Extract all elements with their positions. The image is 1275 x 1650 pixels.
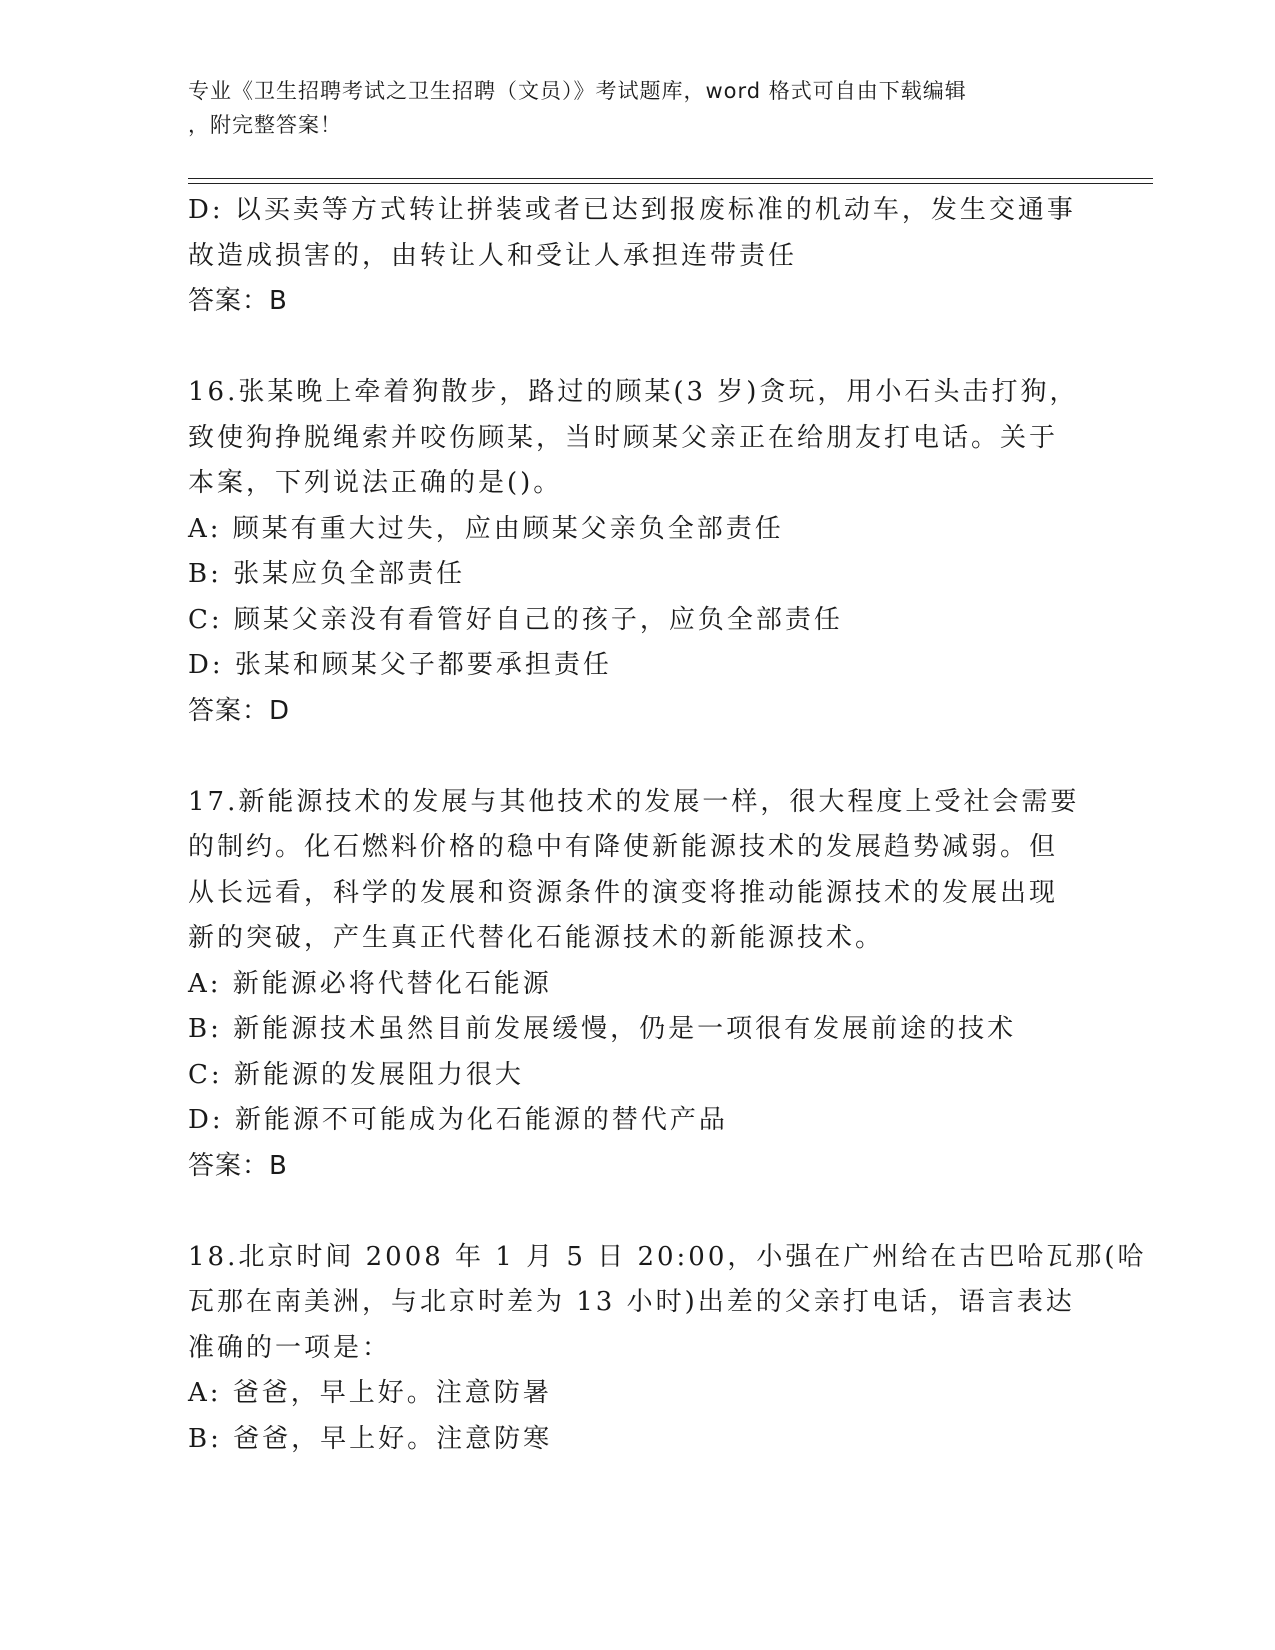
header-line-2: ，附完整答案！: [188, 113, 342, 137]
question-18: [188, 1235, 1147, 1463]
q15-option-d-line-1: D: 以买卖等方式转让拼装或者已达到报废标准的机动车，发生交通事: [188, 195, 1076, 225]
q15-option-d-line-2: 故造成损害的，由转让人和受让人承担连带责任: [188, 240, 798, 271]
q15-answer: 答案：B: [188, 286, 288, 316]
q16-stem-line-3: 本案，下列说法正确的是()。: [188, 468, 563, 498]
q17-option-b: B: 新能源技术虽然目前发展缓慢，仍是一项很有发展前途的技术: [188, 1014, 1017, 1044]
question-16: [188, 370, 1088, 734]
q18-stem-line-3: 准确的一项是：: [188, 1332, 392, 1363]
spacer: [188, 325, 1088, 371]
q18-stem-line-1: 18.北京时间 2008 年 1 月 5 日 20:00，小强在广州给在古巴哈瓦那(哈: [188, 1241, 1147, 1272]
q18-stem-line-2: 瓦那在南美洲，与北京时差为 13 小时)出差的父亲打电话，语言表达: [188, 1287, 1075, 1317]
spacer: [188, 734, 1088, 780]
header-divider-bottom: [188, 183, 1153, 184]
q17-stem-line-3: 从长远看，科学的发展和资源条件的演变将推动能源技术的发展出现: [188, 877, 1059, 908]
q17-stem-line-4: 新的突破，产生真正代替化石能源技术的新能源技术。: [188, 923, 885, 953]
q16-answer: 答案：D: [188, 695, 291, 726]
question-17: [188, 780, 1088, 1190]
q18-option-a: A: 爸爸，早上好。注意防暑: [188, 1378, 552, 1408]
question-15-tail: [188, 188, 1088, 325]
q17-option-d: D: 新能源不可能成为化石能源的替代产品: [188, 1105, 728, 1135]
document-body: [188, 188, 1147, 1462]
q18-option-b: B: 爸爸，早上好。注意防寒: [188, 1423, 553, 1454]
q17-stem-line-2: 的制约。化石燃料价格的稳中有降使新能源技术的发展趋势减弱。但: [188, 832, 1059, 862]
q16-option-c: C: 顾某父亲没有看管好自己的孩子，应负全部责任: [188, 604, 843, 635]
q17-stem-line-1: 17.新能源技术的发展与其他技术的发展一样，很大程度上受社会需要: [188, 786, 1080, 817]
q16-stem-line-2: 致使狗挣脱绳索并咬伤顾某，当时顾某父亲正在给朋友打电话。关于: [188, 422, 1059, 453]
q16-option-b: B: 张某应负全部责任: [188, 559, 466, 589]
header-line-1: 专业《卫生招聘考试之卫生招聘（文员）》考试题库，word 格式可自由下载编辑: [188, 79, 967, 103]
q16-stem-line-1: 16.张某晚上牵着狗散步，路过的顾某(3 岁)贪玩，用小石头击打狗，: [188, 377, 1079, 407]
document-header: [188, 74, 1088, 142]
q16-option-d: D: 张某和顾某父子都要承担责任: [188, 650, 612, 680]
q17-option-c: C: 新能源的发展阻力很大: [188, 1059, 524, 1090]
spacer: [188, 1189, 1088, 1235]
header-divider-top: [188, 178, 1153, 179]
q17-option-a: A: 新能源必将代替化石能源: [188, 968, 552, 999]
q17-answer: 答案：B: [188, 1150, 288, 1181]
q16-option-a: A: 顾某有重大过失，应由顾某父亲负全部责任: [188, 513, 784, 544]
